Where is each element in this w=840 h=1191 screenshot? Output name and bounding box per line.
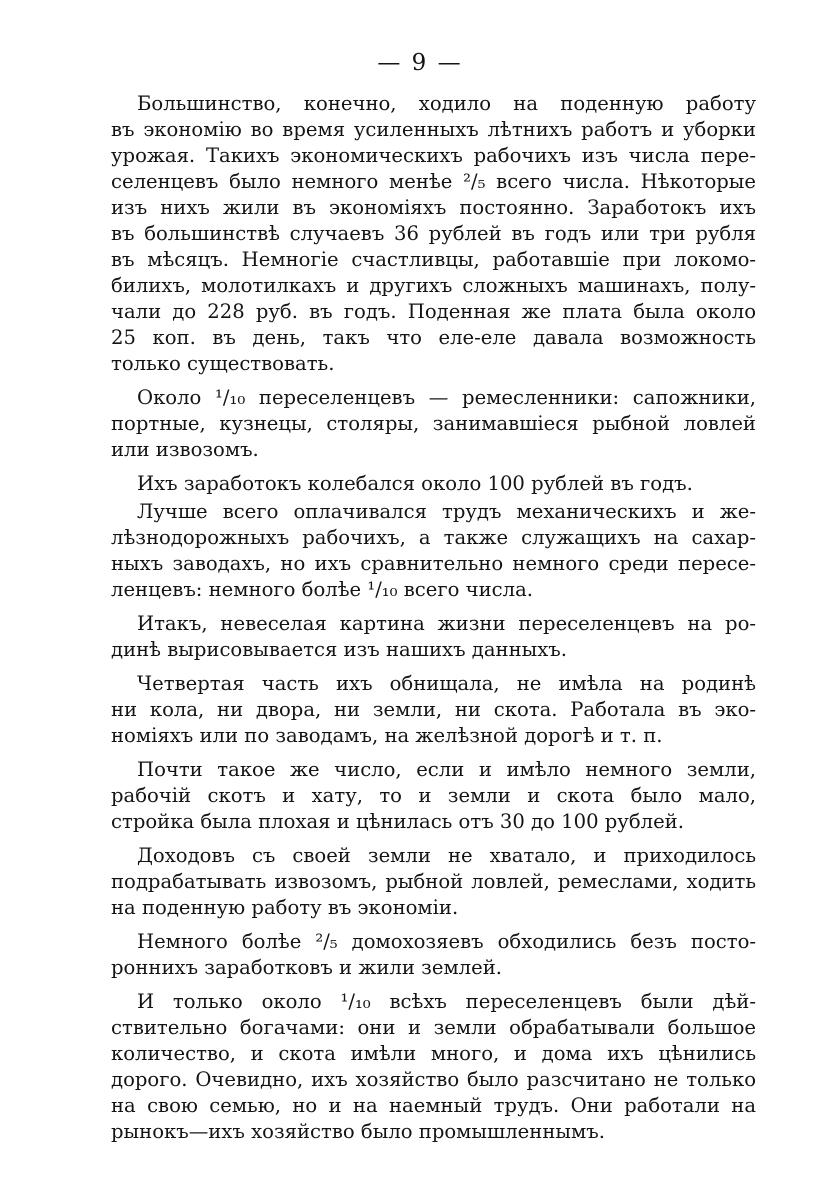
- text-line: Немного болѣе ²/₅ домохозяевъ обходились безъ посто-: [137, 930, 756, 953]
- text-line: Почти такое же число, если и имѣло немного земли,: [137, 758, 756, 781]
- body-text: [111, 91, 756, 1153]
- text-line: только существовать.: [111, 352, 335, 375]
- text-line: номіяхъ или по заводамъ, на желѣзной дорогѣ и т. п.: [111, 724, 663, 747]
- text-line: урожая. Такихъ экономическихъ рабочихъ изъ числа пере-: [111, 144, 756, 167]
- text-line: портные, кузнецы, столяры, занимавшіеся рыбной ловлей: [111, 412, 756, 435]
- text-line: Большинство, конечно, ходило на поденную работу: [137, 92, 756, 115]
- paragraph: [111, 843, 756, 921]
- text-line: Четвертая часть ихъ обнищала, не имѣла на родинѣ: [137, 672, 756, 695]
- text-line: И только около ¹/₁₀ всѣхъ переселенцевъ были дѣй-: [137, 990, 756, 1013]
- text-line: количество, и скота имѣли много, и дома ихъ цѣнились: [111, 1042, 756, 1065]
- text-line: подрабатывать извозомъ, рыбной ловлей, ремеслами, ходить: [111, 870, 756, 893]
- text-line: Лучше всего оплачивался трудъ механическихъ и же-: [137, 500, 756, 523]
- text-line: или извозомъ.: [111, 438, 259, 461]
- paragraph: [111, 91, 756, 377]
- page-number: — 9 —: [377, 50, 463, 76]
- paragraph: [111, 989, 756, 1145]
- paragraph: [111, 929, 756, 981]
- text-line: ленцевъ: немного болѣе ¹/₁₀ всего числа.: [111, 578, 533, 601]
- text-line: дорого. Очевидно, ихъ хозяйство было разсчитано не только: [111, 1068, 756, 1091]
- text-line: на свою семью, но и на наемный трудъ. Они работали на: [111, 1094, 756, 1117]
- text-line: рабочій скотъ и хату, то и земли и скота было мало,: [111, 784, 756, 807]
- paragraph: [111, 671, 756, 749]
- text-line: ни кола, ни двора, ни земли, ни скота. Работала въ эко-: [111, 698, 756, 721]
- text-line: селенцевъ было немного менѣе ²/₅ всего числа. Нѣкоторые: [111, 170, 756, 193]
- text-line: лѣзнодорожныхъ рабочихъ, а также служащихъ на сахар-: [111, 526, 756, 549]
- text-line: на поденную работу въ экономіи.: [111, 896, 459, 919]
- text-line: рынокъ—ихъ хозяйство было промышленнымъ.: [111, 1120, 605, 1143]
- text-line: динѣ вырисовывается изъ нашихъ данныхъ.: [111, 638, 567, 661]
- text-line: въ мѣсяцъ. Немногіе счастливцы, работавшіе при локомо-: [111, 248, 756, 271]
- text-line: чали до 228 руб. въ годъ. Поденная же плата была около: [111, 300, 756, 323]
- text-line: Ихъ заработокъ колебался около 100 рублей въ годъ.: [137, 472, 693, 495]
- text-line: Итакъ, невеселая картина жизни переселенцевъ на ро-: [137, 612, 756, 635]
- paragraph: [111, 385, 756, 463]
- text-line: въ большинствѣ случаевъ 36 рублей въ годъ или три рубля: [111, 222, 756, 245]
- text-line: ныхъ заводахъ, но ихъ сравнительно немного среди пересе-: [111, 552, 756, 575]
- text-line: роннихъ заработковъ и жили землей.: [111, 956, 503, 979]
- paragraph: [111, 757, 756, 835]
- text-line: билихъ, молотилкахъ и другихъ сложныхъ машинахъ, полу-: [111, 274, 756, 297]
- paragraph: [111, 471, 756, 497]
- paragraph: [111, 499, 756, 603]
- text-line: ствительно богачами: они и земли обрабатывали большое: [111, 1016, 756, 1039]
- text-line: 25 коп. въ день, такъ что еле-еле давала возможность: [111, 326, 756, 349]
- text-line: изъ нихъ жили въ экономіяхъ постоянно. Заработокъ ихъ: [111, 196, 756, 219]
- text-line: Доходовъ съ своей земли не хватало, и приходилось: [137, 844, 756, 867]
- text-line: Около ¹/₁₀ переселенцевъ — ремесленники: сапожники,: [137, 386, 756, 409]
- text-line: въ экономію во время усиленныхъ лѣтнихъ работъ и уборки: [111, 118, 756, 141]
- paragraph: [111, 611, 756, 663]
- text-line: стройка была плохая и цѣнилась отъ 30 до 100 рублей.: [111, 810, 684, 833]
